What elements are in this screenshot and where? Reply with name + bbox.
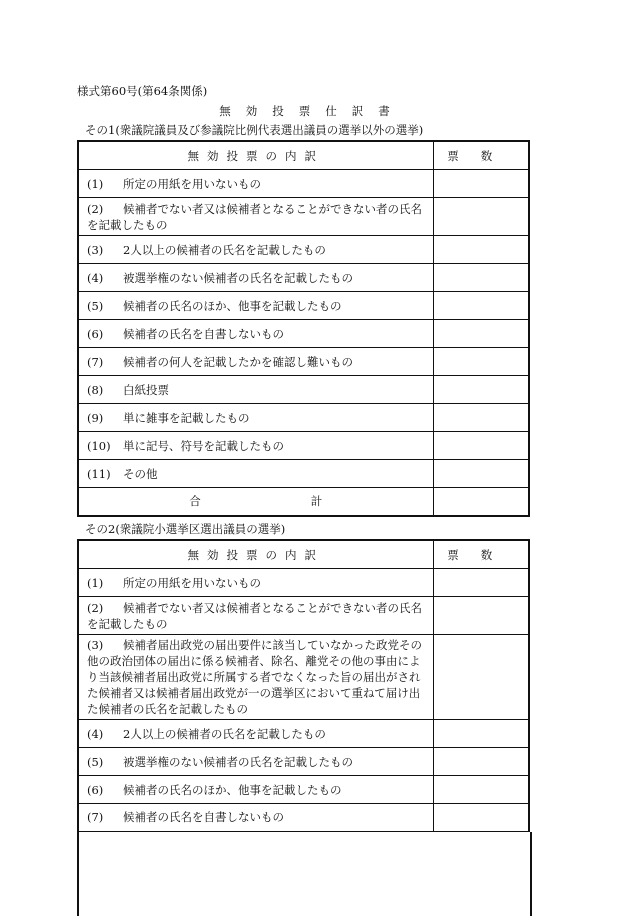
- row-label: [78, 432, 433, 460]
- row-label: [78, 376, 433, 404]
- document-title: 無効投票仕訳書: [219, 104, 405, 118]
- table-row: [78, 748, 529, 776]
- row-label: [78, 569, 433, 597]
- row-label: [78, 320, 433, 348]
- row-label: [78, 460, 433, 488]
- column-header-breakdown: 無効投票の内訳: [78, 141, 433, 170]
- count-cell[interactable]: [433, 320, 529, 348]
- count-cell[interactable]: [433, 569, 529, 597]
- row-label: [78, 264, 433, 292]
- row-number: (5): [87, 298, 104, 313]
- row-number: (6): [87, 326, 104, 341]
- count-cell[interactable]: [433, 597, 529, 635]
- row-text: 2人以上の候補者の氏名を記載したもの: [123, 726, 326, 741]
- table-row: [78, 460, 529, 488]
- count-cell[interactable]: [433, 264, 529, 292]
- row-number: (1): [87, 176, 104, 191]
- row-label: [78, 776, 433, 804]
- row-text: 候補者届出政党の届出要件に該当していなかった政党その他の政治団体の届出に係る候補者、除名、離党その他の事由により当該候補者届出政党に所属する者でなくなった旨の届出がされた候補者又は候補者届出政党が一の選挙区において重ねて届け出た候補者の氏名を記載したもの: [87, 638, 422, 716]
- row-label: [78, 170, 433, 198]
- table-row: [78, 720, 529, 748]
- count-cell[interactable]: [433, 198, 529, 236]
- invalid-votes-table-1: [77, 140, 530, 517]
- row-number: (3): [87, 242, 104, 257]
- row-text: 単に雑事を記載したもの: [123, 410, 250, 425]
- row-number: (2): [87, 600, 104, 615]
- count-cell[interactable]: [433, 404, 529, 432]
- row-text: その他: [123, 466, 158, 481]
- row-number: (5): [87, 754, 104, 769]
- row-label: [78, 720, 433, 748]
- row-number: (8): [87, 382, 104, 397]
- row-label: [78, 404, 433, 432]
- row-number: (7): [87, 354, 104, 369]
- row-text: 候補者の氏名のほか、他事を記載したもの: [123, 782, 342, 797]
- row-number: (10): [87, 438, 111, 453]
- count-cell[interactable]: [433, 236, 529, 264]
- section1-heading: その1(衆議院議員及び参議院比例代表選出議員の選挙以外の選挙): [85, 123, 424, 137]
- count-cell[interactable]: [433, 376, 529, 404]
- row-number: (4): [87, 270, 104, 285]
- row-text: 候補者の氏名のほか、他事を記載したもの: [123, 298, 342, 313]
- table-row: [78, 776, 529, 804]
- column-header-breakdown: 無効投票の内訳: [78, 540, 433, 569]
- count-cell[interactable]: [433, 460, 529, 488]
- table-row: [78, 320, 529, 348]
- invalid-votes-table-2: [77, 539, 530, 833]
- section2-heading: その2(衆議院小選挙区選出議員の選挙): [85, 522, 286, 536]
- row-text: 所定の用紙を用いないもの: [123, 176, 261, 191]
- page-bottom-continuation: [77, 832, 532, 916]
- row-text: 単に記号、符号を記載したもの: [123, 438, 284, 453]
- table-row: [78, 170, 529, 198]
- row-text: 候補者の氏名を自書しないもの: [123, 326, 284, 341]
- row-number: (9): [87, 410, 104, 425]
- row-text: 2人以上の候補者の氏名を記載したもの: [123, 242, 326, 257]
- row-text: 候補者でない者又は候補者となることができない者の氏名を記載したもの: [87, 600, 422, 631]
- row-number: (7): [87, 810, 104, 825]
- row-label: [78, 635, 433, 720]
- table-row: [78, 198, 529, 236]
- row-label: [78, 804, 433, 832]
- row-text: 被選挙権のない候補者の氏名を記載したもの: [123, 754, 353, 769]
- row-label: [78, 198, 433, 236]
- row-label: [78, 348, 433, 376]
- row-number: (6): [87, 782, 104, 797]
- row-number: (3): [87, 638, 104, 652]
- row-number: (11): [87, 466, 111, 481]
- count-cell[interactable]: [433, 804, 529, 832]
- total-label: 合計: [78, 488, 433, 516]
- table-header-row: [78, 540, 529, 569]
- total-count-cell[interactable]: [433, 488, 529, 516]
- count-cell[interactable]: [433, 720, 529, 748]
- count-cell[interactable]: [433, 748, 529, 776]
- row-text: 候補者の何人を記載したかを確認し難いもの: [123, 354, 353, 369]
- table-row: [78, 236, 529, 264]
- row-text: 候補者の氏名を自書しないもの: [123, 810, 284, 825]
- count-cell[interactable]: [433, 348, 529, 376]
- row-number: (1): [87, 575, 104, 590]
- table-row: [78, 292, 529, 320]
- row-label: [78, 748, 433, 776]
- row-text: 候補者でない者又は候補者となることができない者の氏名を記載したもの: [87, 201, 422, 232]
- column-header-count: 票数: [433, 141, 529, 170]
- row-label: [78, 292, 433, 320]
- table-row: [78, 804, 529, 832]
- form-number: 様式第60号(第64条関係): [77, 84, 208, 98]
- row-label: [78, 236, 433, 264]
- table-row: [78, 264, 529, 292]
- table-row: [78, 597, 529, 635]
- total-row: [78, 488, 529, 516]
- table-header-row: [78, 141, 529, 170]
- count-cell[interactable]: [433, 170, 529, 198]
- count-cell[interactable]: [433, 635, 529, 720]
- table-row: [78, 635, 529, 720]
- count-cell[interactable]: [433, 292, 529, 320]
- row-text: 所定の用紙を用いないもの: [123, 575, 261, 590]
- row-text: 白紙投票: [123, 382, 169, 397]
- table-row: [78, 569, 529, 597]
- count-cell[interactable]: [433, 776, 529, 804]
- row-text: 被選挙権のない候補者の氏名を記載したもの: [123, 270, 353, 285]
- row-label: [78, 597, 433, 635]
- table-row: [78, 404, 529, 432]
- row-number: (4): [87, 726, 104, 741]
- table-row: [78, 348, 529, 376]
- column-header-count: 票数: [433, 540, 529, 569]
- table-row: [78, 376, 529, 404]
- row-number: (2): [87, 201, 104, 216]
- count-cell[interactable]: [433, 432, 529, 460]
- table-row: [78, 432, 529, 460]
